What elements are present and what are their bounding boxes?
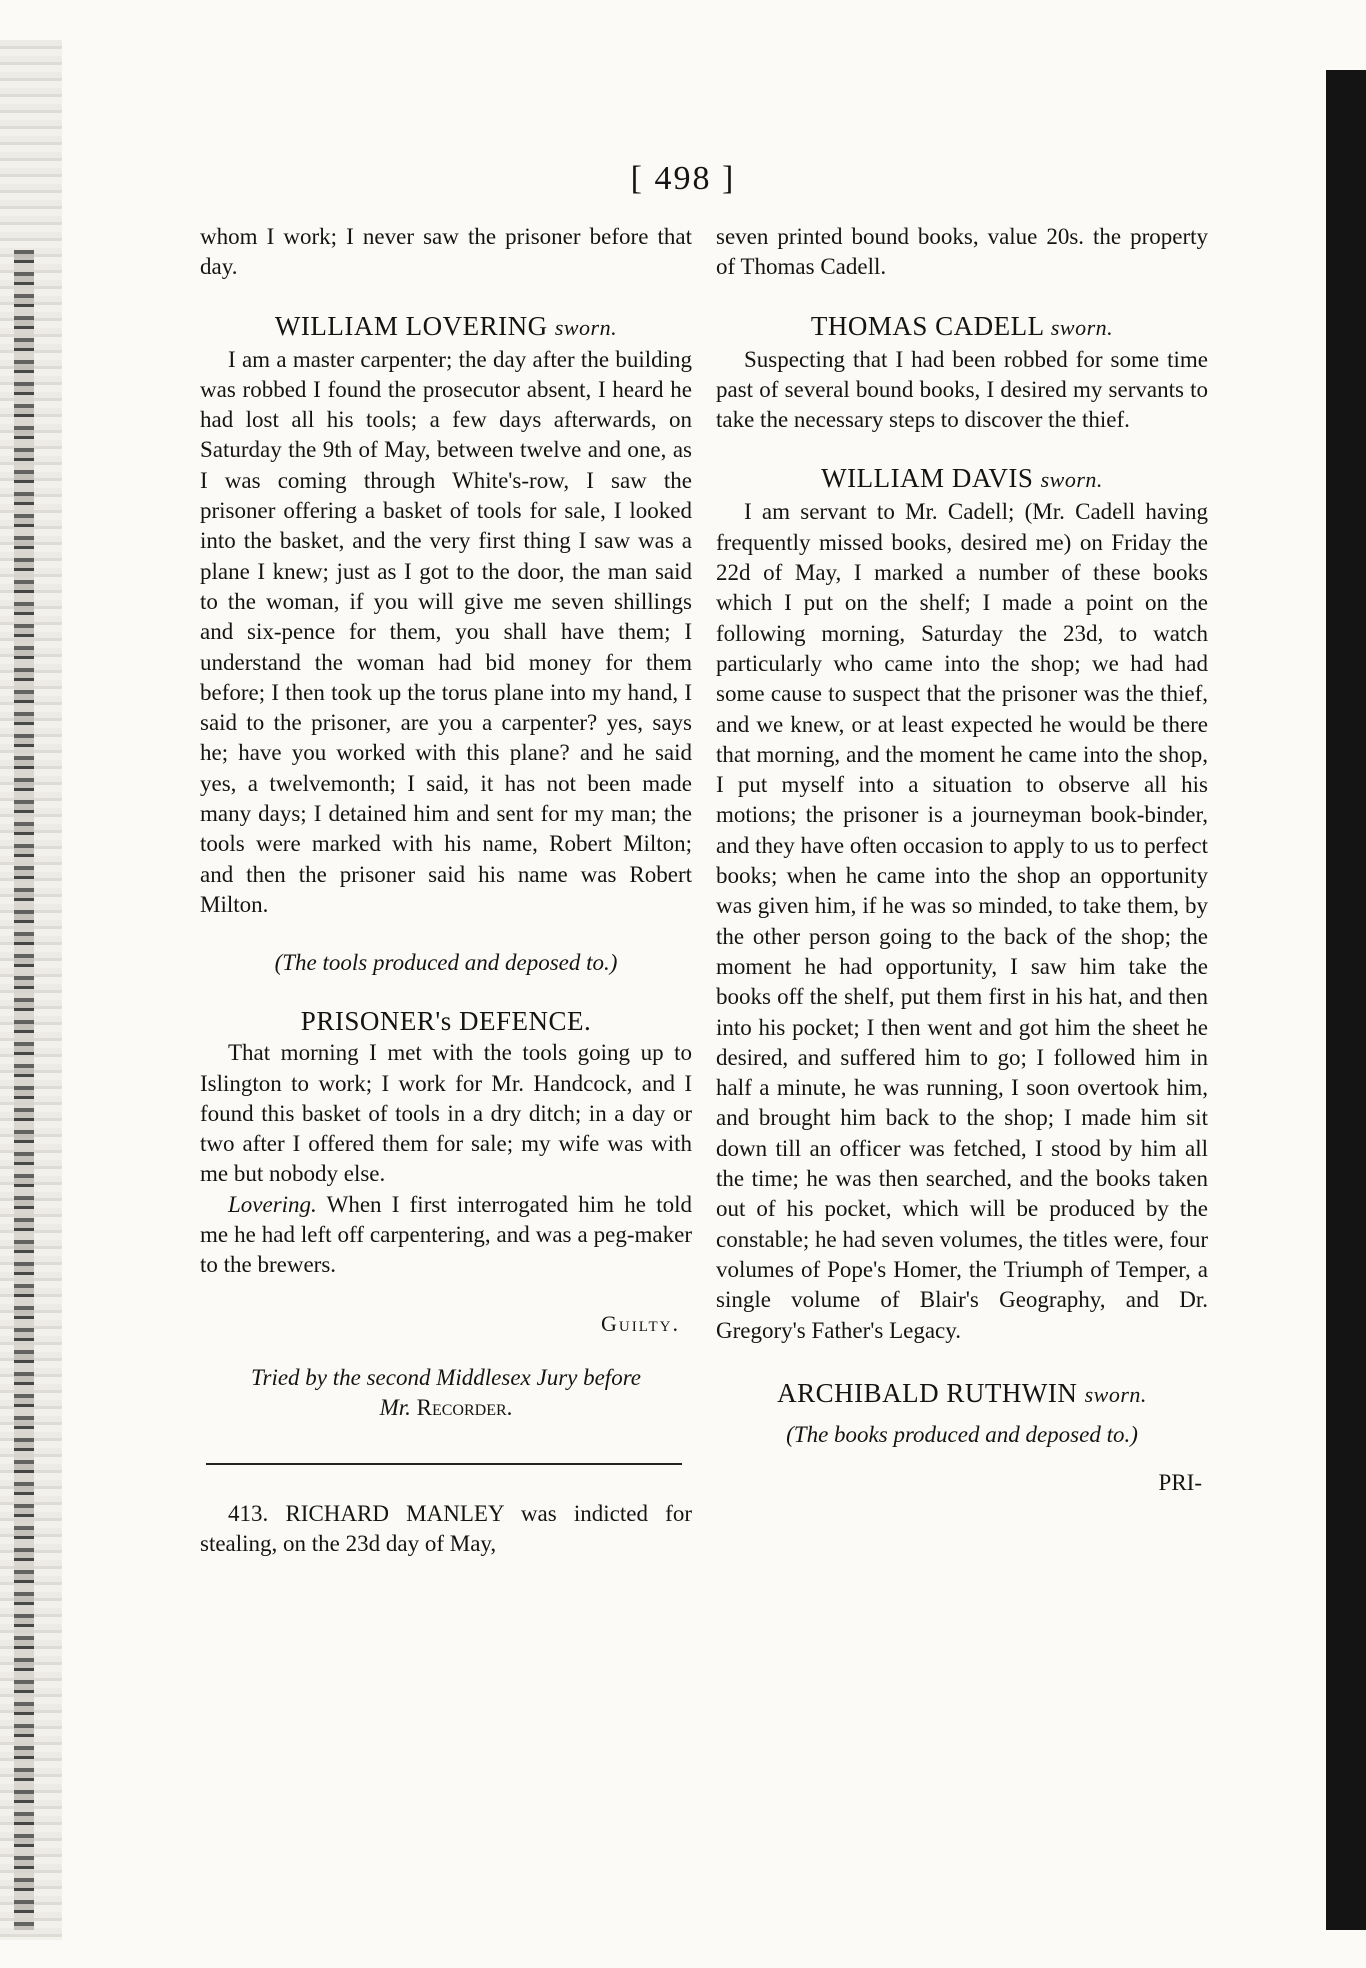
cadell-testimony: Suspecting that I had been robbed for some time past of several bound books, I desired my servants to take the necessary steps to discover the thief. [716, 346, 1208, 433]
scan-binding-strip [14, 250, 34, 1930]
lovering-reply [200, 1190, 692, 1281]
tried-mr: Mr. [379, 1394, 411, 1420]
ruthwin-heading-name: ARCHIBALD RUTHWIN [777, 1377, 1078, 1408]
tried-line1: Tried by the second Middlesex Jury before [250, 1364, 642, 1390]
books-produced-note: (The books produced and deposed to.) [786, 1421, 1138, 1447]
left-top-paragraph: whom I work; I never saw the prisoner before that day. [200, 224, 692, 280]
right-top-paragraph: seven printed bound books, value 20s. the property of Thomas Cadell. [716, 224, 1208, 280]
cadell-heading-name: THOMAS CADELL [810, 310, 1044, 341]
case-text: RICHARD MANLEY was indicted for stealing, on the 23d day of May, [200, 1500, 693, 1556]
tried-recorder: Recorder. [416, 1394, 513, 1420]
page-number: [ 498 ] [630, 160, 736, 197]
davis-heading [716, 461, 1208, 497]
lovering-heading-name: WILLIAM LOVERING [274, 310, 548, 341]
cadell-heading [716, 309, 1208, 345]
lovering-reply-text: When I first interrogated him he told me he had left off carpentering, and was a peg-maker to the brewers. [200, 1191, 692, 1278]
defence-text: That morning I met with the tools going up to Islington to work; I work for Mr. Handcock, and I found this basket of tools in a dry ditch; in a day or two after I offered them for sale; my wife was with me but nobody else. [200, 1040, 692, 1187]
tried-note [200, 1363, 692, 1423]
verdict: Guilty. [601, 1310, 680, 1336]
left-column [200, 222, 692, 1559]
case-number: 413. [228, 1500, 269, 1526]
lovering-heading-sworn: sworn. [554, 314, 618, 340]
catchword: PRI- [1158, 1469, 1202, 1495]
case-413 [200, 1499, 692, 1560]
ruthwin-heading [716, 1376, 1208, 1412]
ruthwin-heading-sworn: sworn. [1084, 1381, 1147, 1407]
lovering-speaker: Lovering. [228, 1191, 317, 1217]
right-column [716, 222, 1208, 1496]
lovering-testimony: I am a master carpenter; the day after the building was robbed I found the prosecutor absent, I heard he had lost all his tools; a few days afterwards, on Saturday the 9th of May, between twelve and one, as I was coming through White's-row, I saw the prisoner offering a basket of tools for sale, I looked into the basket, and the very first thing I saw was a plane I knew; just as I got to the door, the man said to the woman, if you will give me seven shillings and six-pence for them, you shall have them; I understand the woman had bid money for them before; I then took up the torus plane into my hand, I said to the prisoner, are you a carpenter? yes, says he; have you worked with this plane? and he said yes, a twelvemonth; I said, it has not been made many days; I detained him and sent for my man; the tools were marked with his name, Robert Milton; and then the prisoner said his name was Robert Milton. [200, 346, 692, 917]
scan-edge-right [1326, 70, 1366, 1930]
davis-testimony: I am servant to Mr. Cadell; (Mr. Cadell having frequently missed books, desired me) on Friday the 22d of May, I marked a number of these books which I put on the shelf; I made a point on the following morning, Saturday the 23d, to watch particularly who came into the shop; we had had some cause to suspect that the prisoner was the thief, and we knew, or at least expected he would be there that morning, and the moment he came into the shop, I put myself into a situation to observe all his motions; the prisoner is a journeyman book-binder, and they have often occasion to apply to us to perfect books; when he came into the shop an opportunity was given him, if he was so minded, to take them, by the other person going to the back of the shop; the moment he had opportunity, I saw him take the books off the shelf, put them first in his hat, and then into his pocket; I then went and got him the sheet he desired, and suffered him to go; I followed him in half a minute, he was running, I soon overtook him, and brought him back to the shop; I made him sit down till an officer was fetched, I stood by him all the time; he was then searched, and the books taken out of his pocket, which will be produced by the constable; he had seven volumes, the titles were, four volumes of Pope's Homer, the Triumph of Temper, a single volume of Blair's Geography, and Dr. Gregory's Father's Legacy. [716, 499, 1208, 1343]
tools-produced-note: (The tools produced and deposed to.) [274, 950, 618, 976]
lovering-heading [200, 309, 692, 345]
davis-heading-name: WILLIAM DAVIS [821, 463, 1034, 494]
cadell-heading-sworn: sworn. [1050, 314, 1114, 340]
defence-heading: PRISONER's DEFENCE. [300, 1006, 592, 1037]
davis-heading-sworn: sworn. [1040, 467, 1103, 493]
